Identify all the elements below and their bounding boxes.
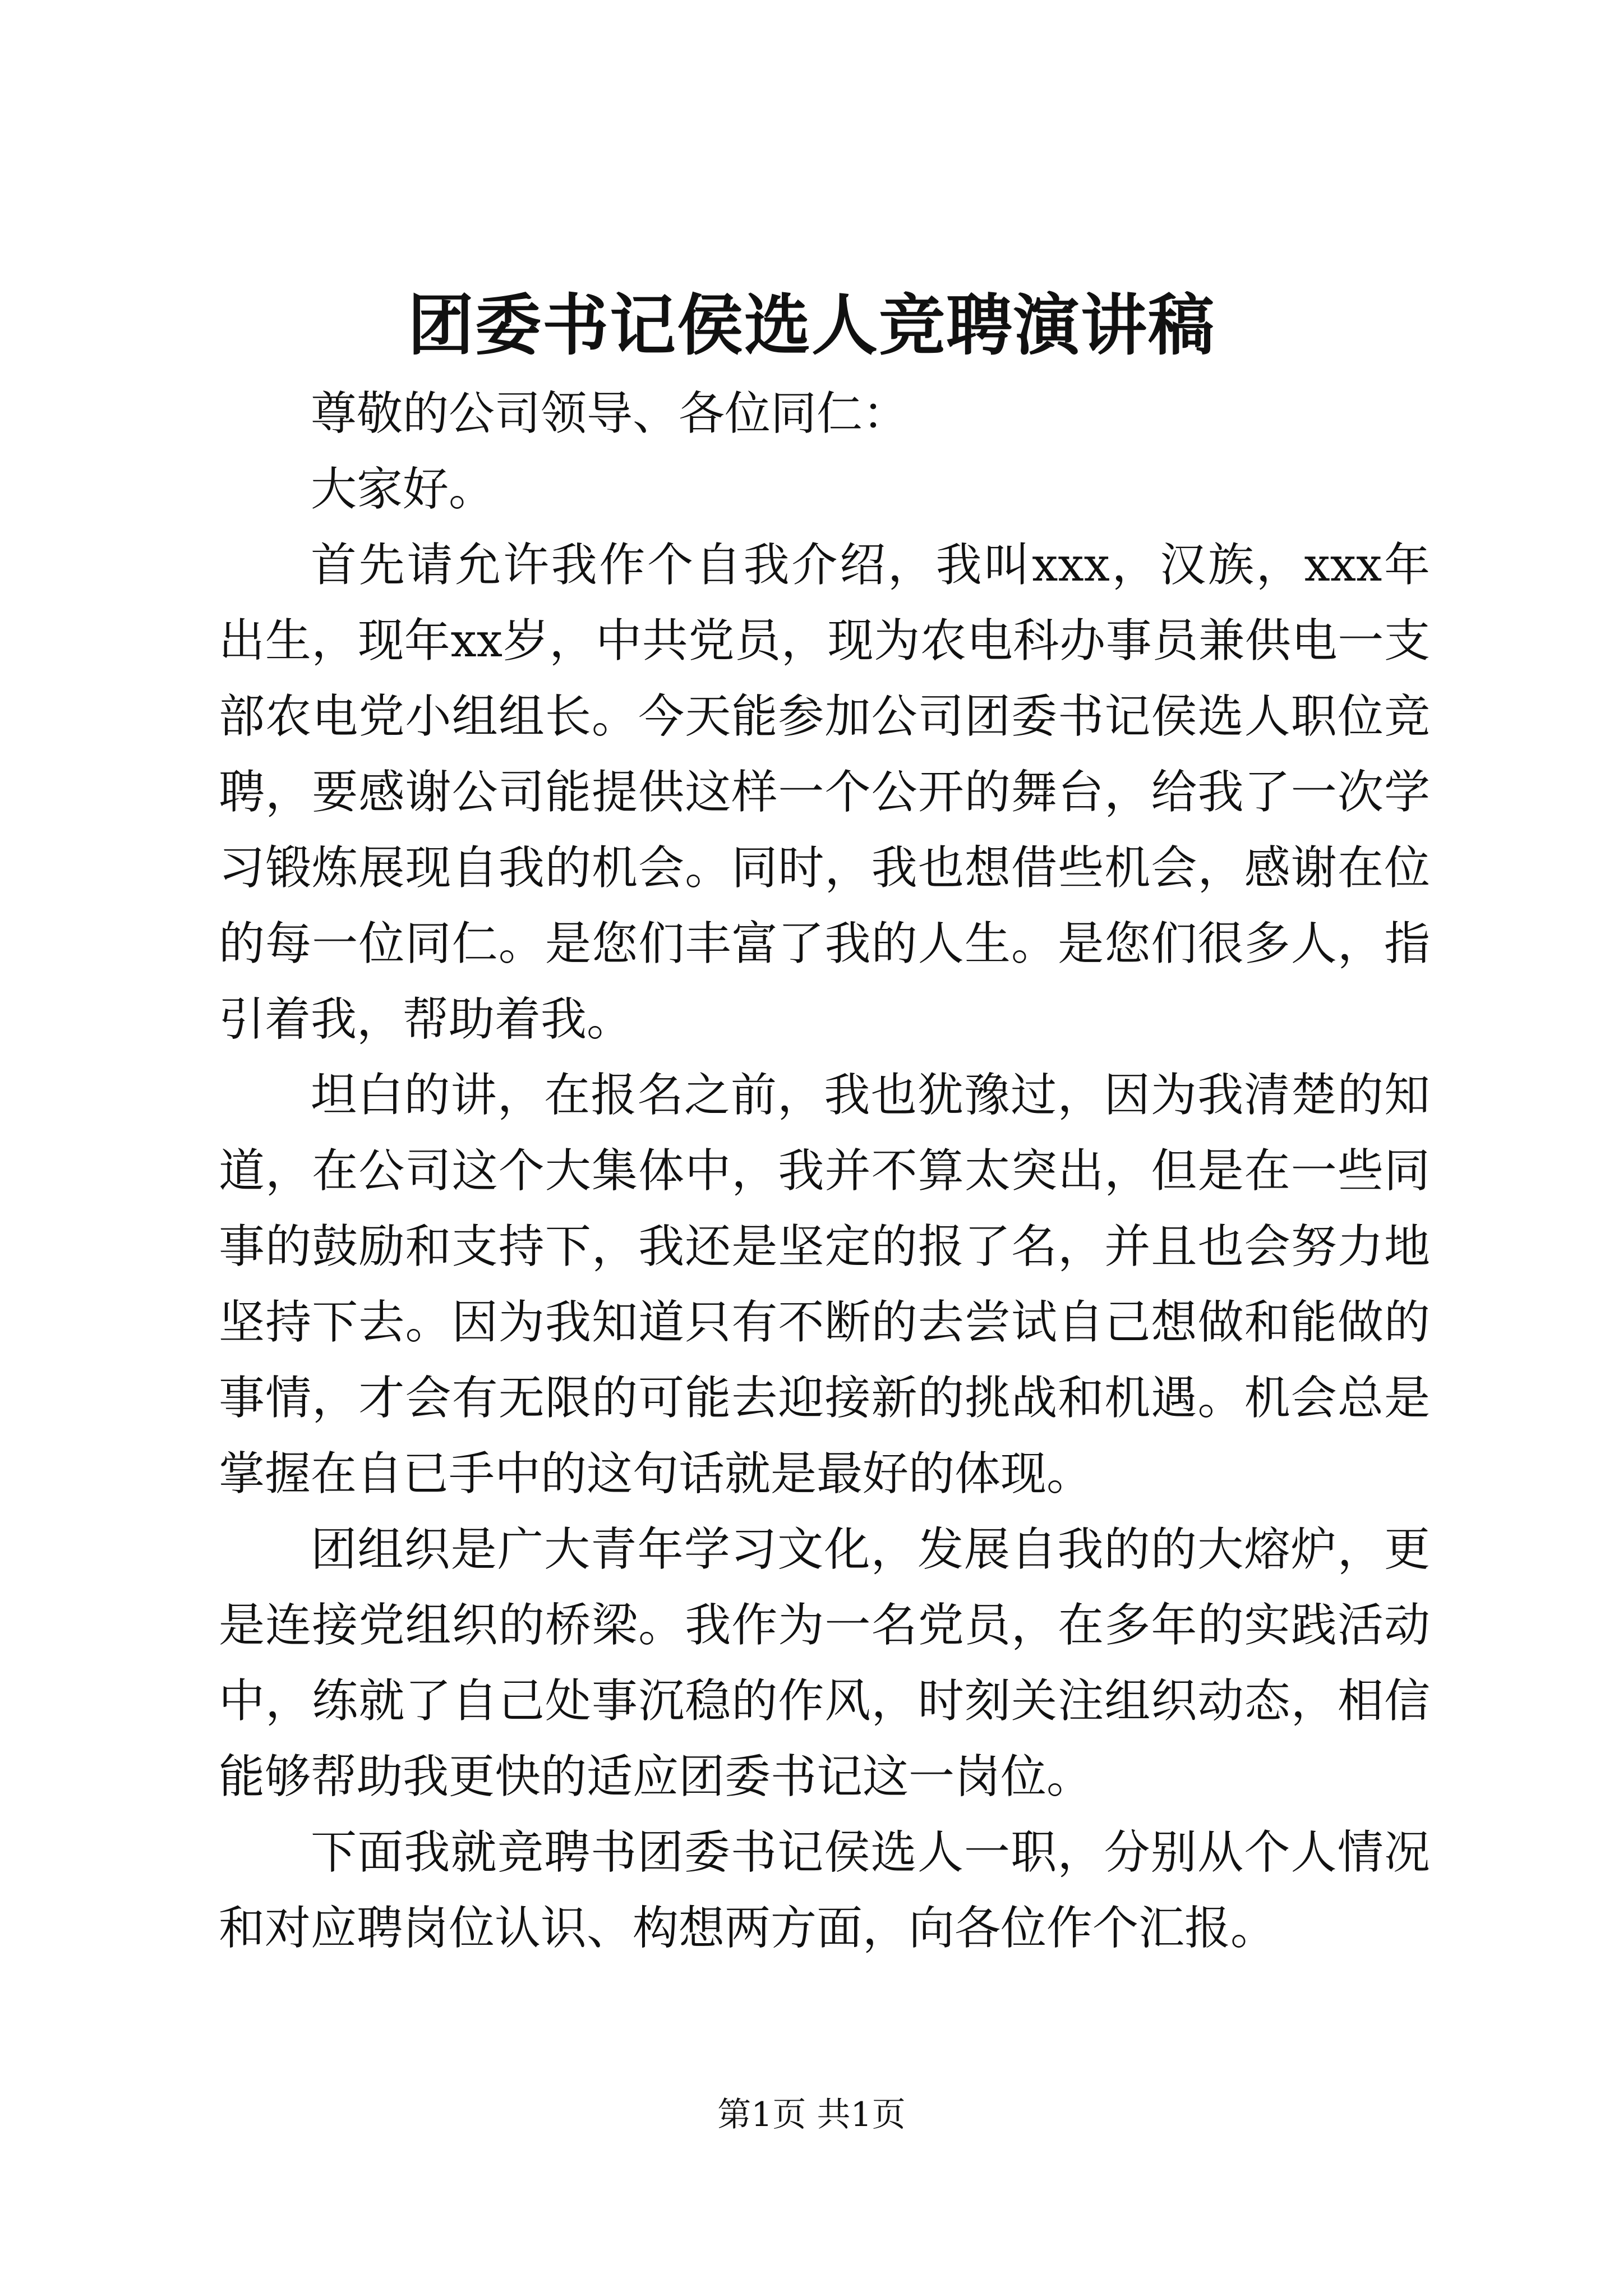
document-title: 团委书记侯选人竞聘演讲稿	[407, 286, 1215, 364]
greeting-paragraph: 大家好。	[311, 463, 495, 516]
outline-paragraph: 下面我就竞聘书团委书记侯选人一职，分别从个人情况和对应聘岗位认识、构想两方面，向各位作个汇报。	[219, 1826, 1430, 1955]
introduction-paragraph: 首先请允许我作个自我介绍，我叫xxx，汉族，xxx年出生，现年xx岁，中共党员，现为农电科办事员兼供电一支部农电党小组组长。今天能参加公司团委书记侯选人职位竞聘，要感谢公司能提供这样一个公开的舞台，给我了一次学习锻炼展现自我的机会。同时，我也想借些机会，感谢在位的每一位同仁。是您们丰富了我的人生。是您们很多人，指引着我，帮助着我。	[219, 539, 1430, 1046]
salutation-paragraph: 尊敬的公司领导、各位同仁：	[311, 387, 909, 440]
organization-paragraph: 团组织是广大青年学习文化，发展自我的的大熔炉，更是连接党组织的桥梁。我作为一名党员，在多年的实践活动中，练就了自己处事沉稳的作风，时刻关注组织动态，相信能够帮助我更快的适应团委书记这一岗位。	[219, 1523, 1430, 1803]
document-body	[219, 376, 1430, 1966]
page-footer: 第1页 共1页	[717, 2095, 906, 2134]
motivation-paragraph: 坦白的讲，在报名之前，我也犹豫过，因为我清楚的知道，在公司这个大集体中，我并不算太突出，但是在一些同事的鼓励和支持下，我还是坚定的报了名，并且也会努力地坚持下去。因为我知道只有不断的去尝试自己想做和能做的事情，才会有无限的可能去迎接新的挑战和机遇。机会总是掌握在自已手中的这句话就是最好的体现。	[219, 1069, 1430, 1501]
